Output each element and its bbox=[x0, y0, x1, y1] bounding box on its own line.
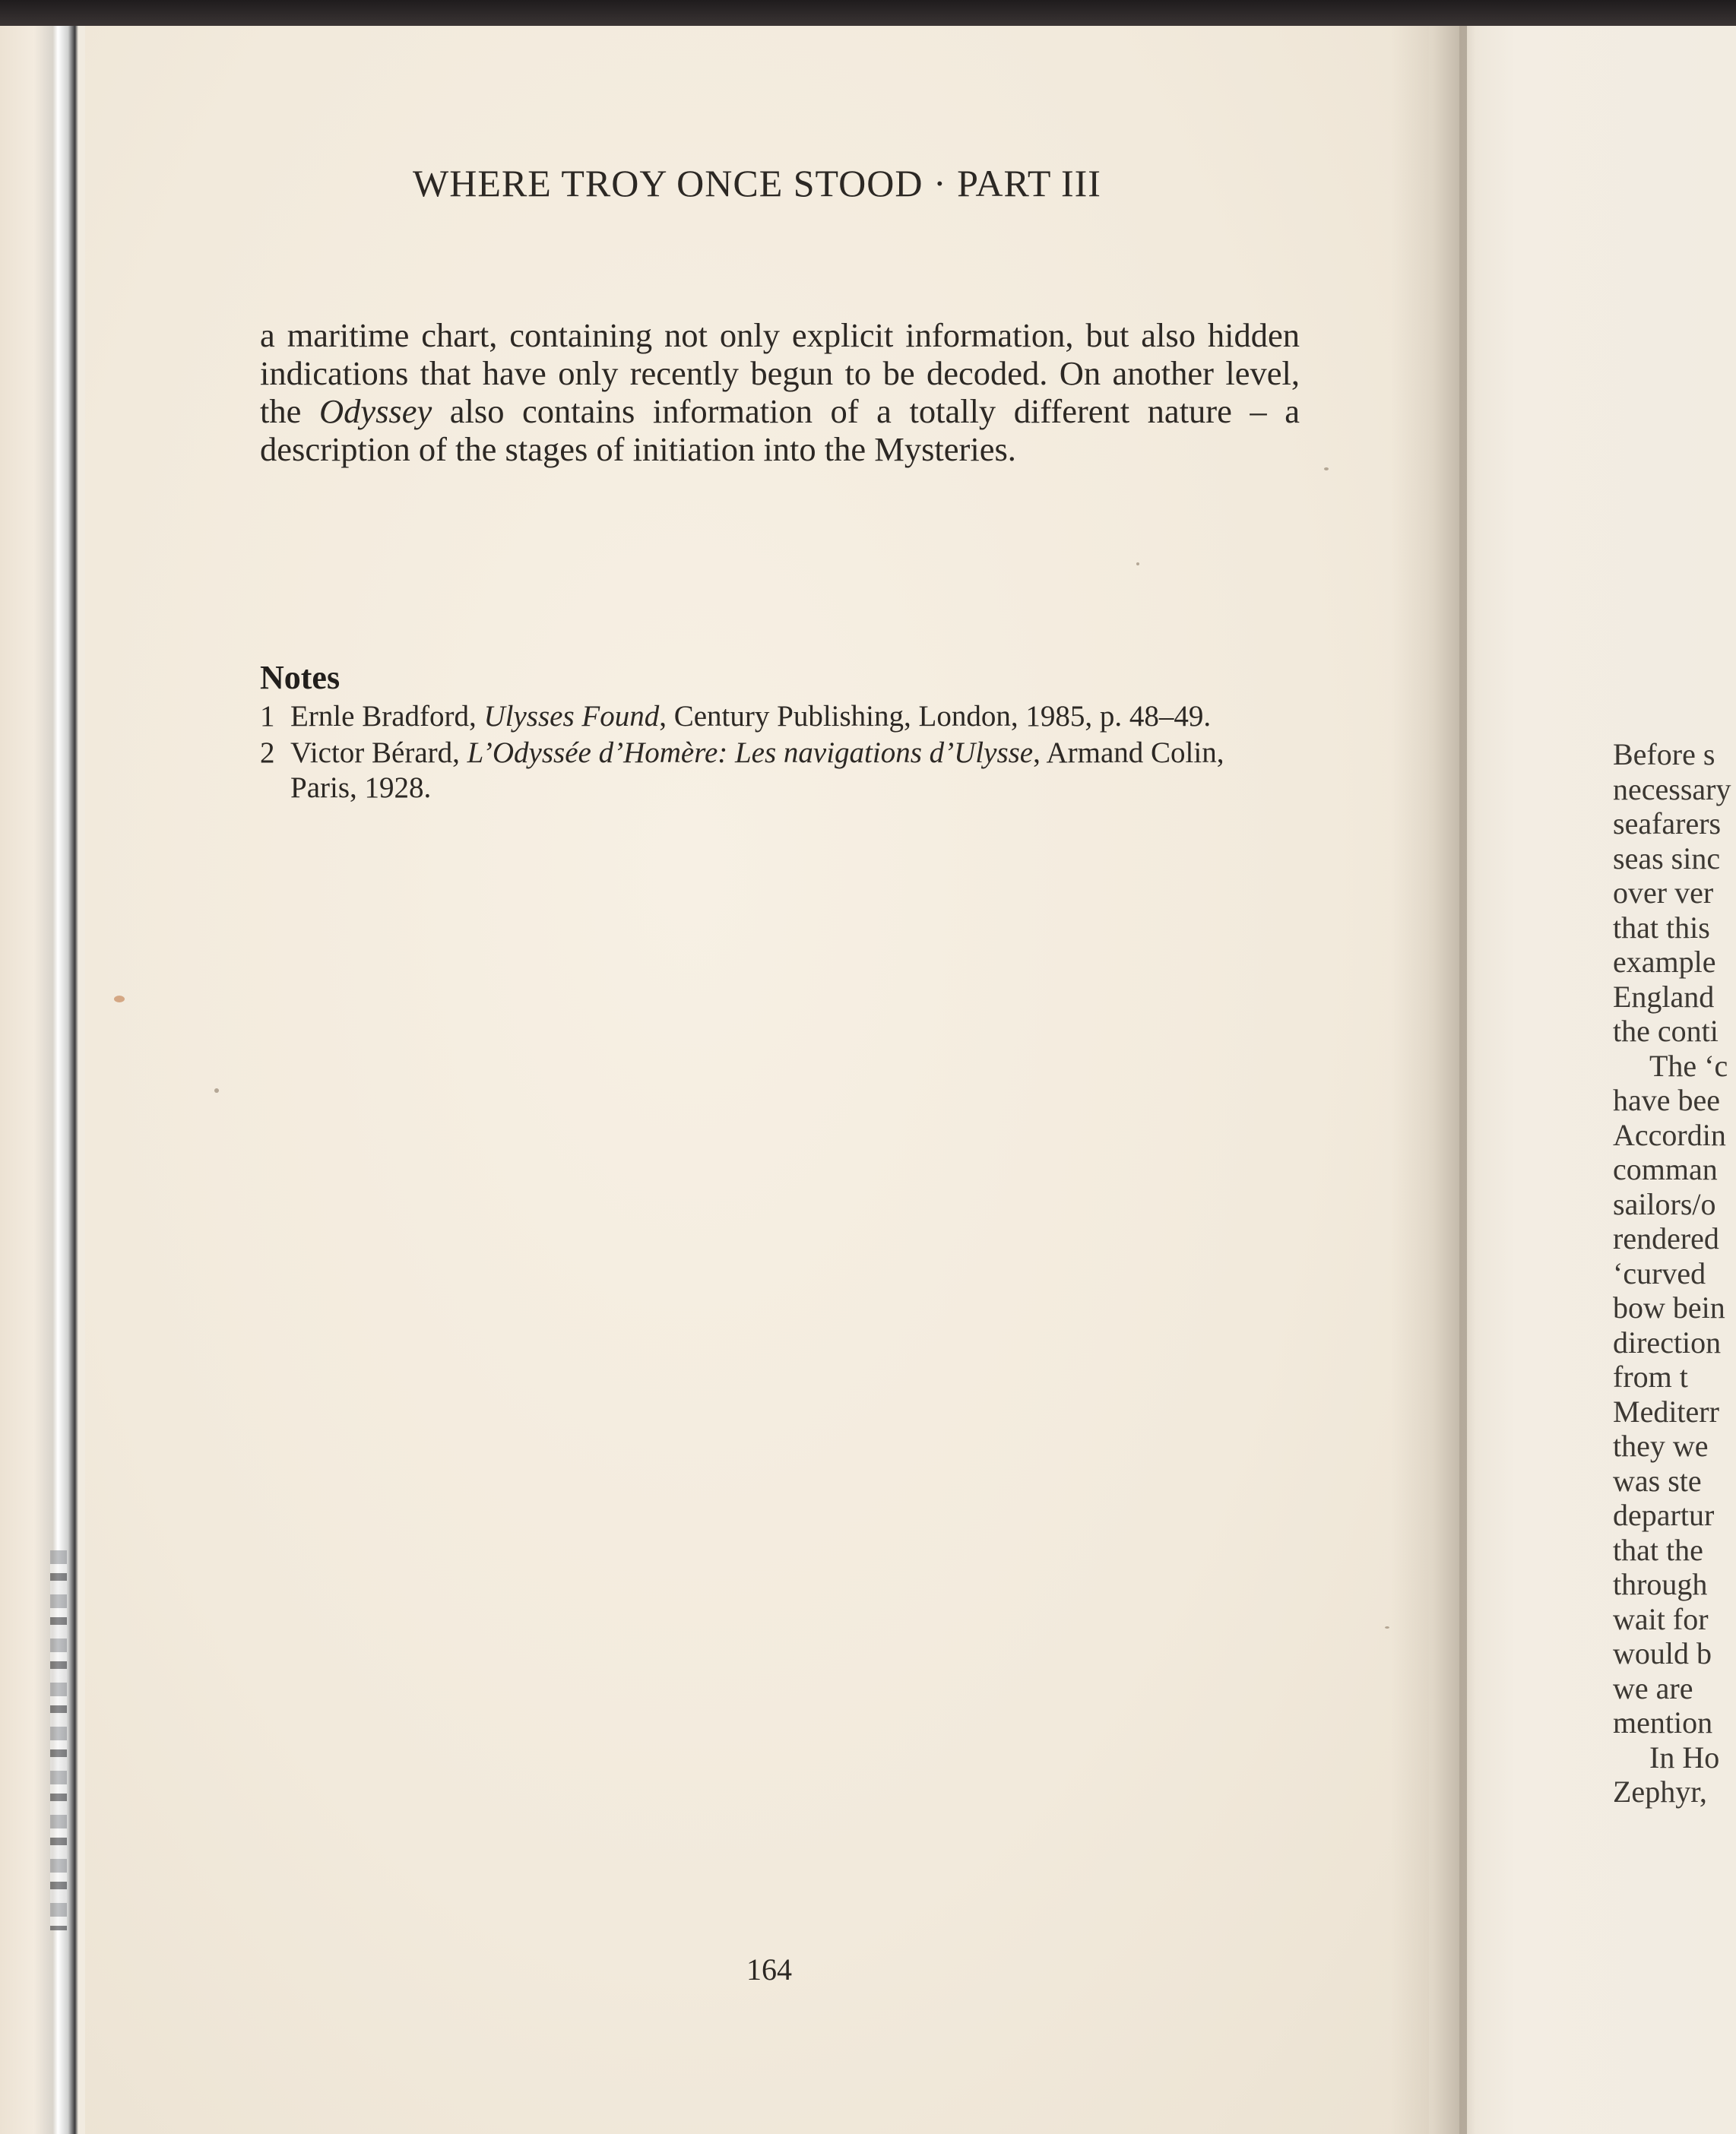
right-page-line: comman bbox=[1613, 1152, 1718, 1186]
note-publication: , Armand Colin, Paris, 1928. bbox=[290, 736, 1224, 804]
note-item bbox=[260, 699, 1271, 734]
right-page-line: that the bbox=[1613, 1532, 1703, 1567]
right-page-line: departur bbox=[1613, 1498, 1715, 1532]
right-page-line: wait for bbox=[1613, 1601, 1709, 1636]
right-page-line: example bbox=[1613, 945, 1716, 979]
paper-speck bbox=[114, 996, 125, 1002]
right-page-line: seas sinc bbox=[1613, 841, 1721, 875]
running-head: WHERE TROY ONCE STOOD · PART III bbox=[413, 162, 1101, 204]
right-page-line: over ver bbox=[1613, 875, 1714, 910]
right-page-line: bow bein bbox=[1613, 1290, 1725, 1325]
notes-list bbox=[260, 699, 1271, 807]
right-page-line: Mediterr bbox=[1613, 1394, 1719, 1429]
notes-heading: Notes bbox=[260, 659, 341, 696]
body-text-after: also contains information of a totally different nature – a description of the stages of initiation into the Mysteries. bbox=[260, 392, 1300, 468]
right-page-line: ‘curved bbox=[1613, 1255, 1706, 1290]
book-left-edge bbox=[0, 26, 85, 2134]
page-number: 164 bbox=[746, 1952, 792, 1987]
right-page-line: was ste bbox=[1613, 1463, 1702, 1498]
body-paragraph bbox=[260, 316, 1300, 468]
right-page-line: Zephyr, bbox=[1613, 1775, 1707, 1809]
note-author: Victor Bérard, bbox=[290, 736, 467, 769]
right-page-line: from t bbox=[1613, 1360, 1688, 1394]
right-page-line: that this bbox=[1613, 910, 1710, 945]
body-text-italic: Odyssey bbox=[318, 392, 432, 430]
right-page-line: The ‘c bbox=[1649, 1048, 1728, 1083]
right-page-line: rendered bbox=[1613, 1221, 1719, 1255]
note-number: 2 bbox=[260, 736, 275, 769]
right-page-line: seafarers bbox=[1613, 806, 1722, 841]
cover-edge-strip bbox=[50, 1550, 67, 1930]
note-title: Ulysses Found bbox=[483, 700, 660, 733]
right-page-line: through bbox=[1613, 1567, 1708, 1601]
scan-top-edge bbox=[0, 0, 1736, 26]
note-title: L’Odyssée d’Homère: Les navigations d’Ulysse bbox=[467, 736, 1034, 769]
note-author: Ernle Bradford, bbox=[290, 700, 484, 733]
note-publication: , Century Publishing, London, 1985, p. 48–49. bbox=[659, 700, 1212, 733]
right-page-line: they we bbox=[1613, 1429, 1709, 1463]
right-page-line: Before s bbox=[1613, 737, 1715, 771]
right-page-line: necessary bbox=[1613, 771, 1731, 806]
note-item bbox=[260, 736, 1271, 806]
right-page-line: sailors/o bbox=[1613, 1186, 1716, 1221]
right-page-line: the conti bbox=[1613, 1014, 1719, 1048]
right-page-line: direction bbox=[1613, 1325, 1722, 1360]
right-page-line: have bee bbox=[1613, 1083, 1721, 1117]
paper-speck bbox=[1385, 1626, 1389, 1629]
right-page-line: would b bbox=[1613, 1636, 1712, 1670]
right-page-text bbox=[1613, 737, 1736, 1809]
paper-speck bbox=[1136, 562, 1139, 565]
paper-speck bbox=[1324, 467, 1329, 470]
book-gutter bbox=[1391, 26, 1467, 2134]
paper-speck bbox=[214, 1088, 219, 1093]
right-page-line: England bbox=[1613, 979, 1715, 1014]
right-page-line: we are bbox=[1613, 1670, 1693, 1705]
right-page-line: In Ho bbox=[1649, 1740, 1720, 1775]
right-page-line: mention bbox=[1613, 1705, 1713, 1740]
right-page-line: Accordin bbox=[1613, 1117, 1726, 1152]
body-text-before: a maritime chart, containing not only explicit information, but also hidden indications that have only recently begun to be decoded. On another level, the bbox=[260, 316, 1300, 430]
note-number: 1 bbox=[260, 700, 275, 733]
